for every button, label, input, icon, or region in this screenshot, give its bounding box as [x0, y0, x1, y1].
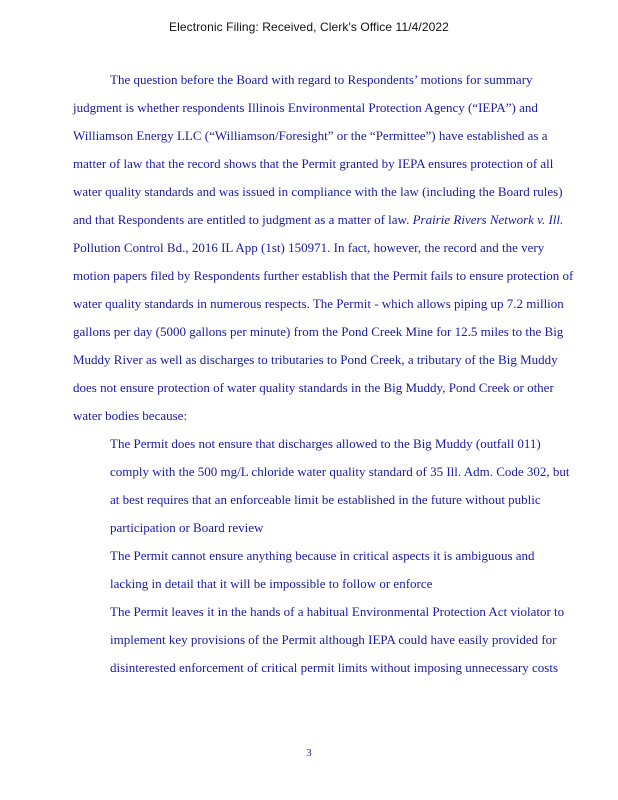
paragraph-line: water bodies because: — [73, 408, 188, 423]
paragraph-line: water quality standards and was issued in compliance with the law (including the Board rules) — [73, 184, 563, 199]
filing-stamp-header: Electronic Filing: Received, Clerk's Office 11/4/2022 — [169, 20, 449, 34]
bullet-line: at best requires that an enforceable limit be established in the future without public — [110, 492, 541, 507]
paragraph-line: water quality standards in numerous respects. The Permit - which allows piping up 7.2 million — [73, 296, 564, 311]
paragraph-line: The question before the Board with regard to Respondents’ motions for summary — [110, 72, 533, 87]
paragraph-line: gallons per day (5000 gallons per minute) from the Pond Creek Mine for 12.5 miles to the Big — [73, 324, 564, 339]
paragraph-line: judgment is whether respondents Illinois Environmental Protection Agency (“IEPA”) and — [73, 100, 538, 115]
paragraph-line: does not ensure protection of water quality standards in the Big Muddy, Pond Creek or other — [73, 380, 554, 395]
paragraph-line: matter of law that the record shows that the Permit granted by IEPA ensures protection of all — [73, 156, 554, 171]
bullet-line: implement key provisions of the Permit although IEPA could have easily provided for — [110, 632, 557, 647]
bullet-line: The Permit leaves it in the hands of a habitual Environmental Protection Act violator to — [110, 604, 565, 619]
bullet-line: participation or Board review — [110, 520, 264, 535]
bullet-line: comply with the 500 mg/L chloride water quality standard of 35 Ill. Adm. Code 302, but — [110, 464, 570, 479]
page-number: 3 — [306, 747, 312, 759]
bullet-line: The Permit does not ensure that discharges allowed to the Big Muddy (outfall 011) — [110, 436, 541, 451]
paragraph-line: Williamson Energy LLC (“Williamson/Foresight” or the “Permittee”) have established as a — [73, 128, 548, 143]
bullet-line: The Permit cannot ensure anything because in critical aspects it is ambiguous and — [110, 548, 535, 563]
paragraph-line — [73, 212, 563, 228]
case-citation: Prairie Rivers Network v. Ill. — [412, 212, 564, 227]
paragraph-line-text: and that Respondents are entitled to judgment as a matter of law. — [73, 212, 410, 227]
bullet-line: disinterested enforcement of critical permit limits without imposing unnecessary costs — [110, 660, 559, 675]
bullet-line: lacking in detail that it will be impossible to follow or enforce — [110, 576, 433, 591]
paragraph-line: Pollution Control Bd., 2016 IL App (1st) 150971. In fact, however, the record and the very — [73, 240, 545, 255]
paragraph-line: Muddy River as well as discharges to tributaries to Pond Creek, a tributary of the Big Muddy — [73, 352, 558, 367]
paragraph-line: motion papers filed by Respondents further establish that the Permit fails to ensure protection of — [73, 268, 574, 283]
